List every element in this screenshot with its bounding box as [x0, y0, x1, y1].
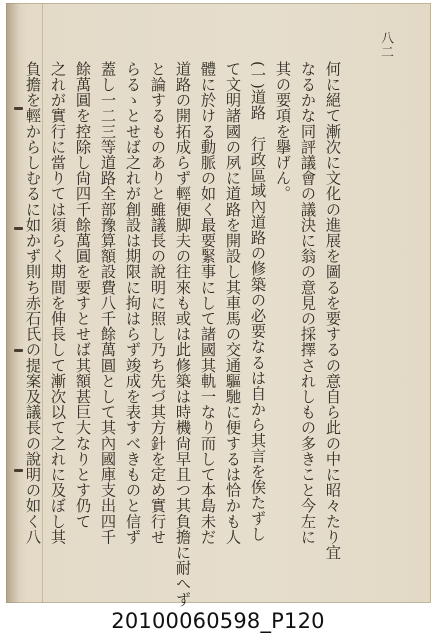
binding-shadow: [6, 3, 20, 603]
text-line: 負擔を輕からしむるに如かず則ち赤石氏の提案及議長の說明の如く八: [24, 61, 42, 545]
text-line: と論するものありと雖議長の說明に照し乃ち先づ其方針を定め實行せ: [149, 61, 167, 545]
text-line: 蓋し一二三等道路全部豫算額設費八千餘萬圓として其內國庫支出四千: [99, 61, 117, 545]
text-line: なるかな同評議會の議決に翁の意見の採擇されしもの多きこと今左に: [299, 61, 317, 545]
text-line: らるゝとせば之れが創設は期限に拘はらず竣成を表すべきものと信ず: [124, 61, 142, 545]
book-page: [6, 3, 431, 607]
page-number: 八二: [378, 31, 393, 59]
text-line: 何に絕て漸次に文化の進展を圖るを要するの意自ら此の中に昭々たり宜: [324, 61, 342, 561]
body-text: [20, 61, 345, 607]
text-line: 道路の開拓成らず輕便脚夫の往來も或は此修築は時機尙早且つ其負擔に耐へず: [174, 61, 192, 607]
text-line: 之れが實行に當りては須らく期間を伸長して漸次以て之れに及ぼし其: [49, 61, 67, 545]
text-line: 餘萬圓を控除し尙四千餘萬圓を要すとせば其額甚巨大なりとす仍て: [74, 61, 92, 529]
text-line: (一)道路 行政區域內道路の修築の必要なるは自から其言を俟たずし: [249, 61, 267, 542]
text-line: 體に於ける動脈の如く最要緊事にして諸國其軌一なり而して本島未だ: [199, 61, 217, 545]
text-line: て文明諸國の夙に道路を開設し其車馬の交通驅馳に便するは恰かも人: [224, 61, 242, 545]
image-caption: 20100060598_P120: [111, 609, 325, 633]
text-line: 其の要項を擧げん。: [274, 61, 292, 202]
